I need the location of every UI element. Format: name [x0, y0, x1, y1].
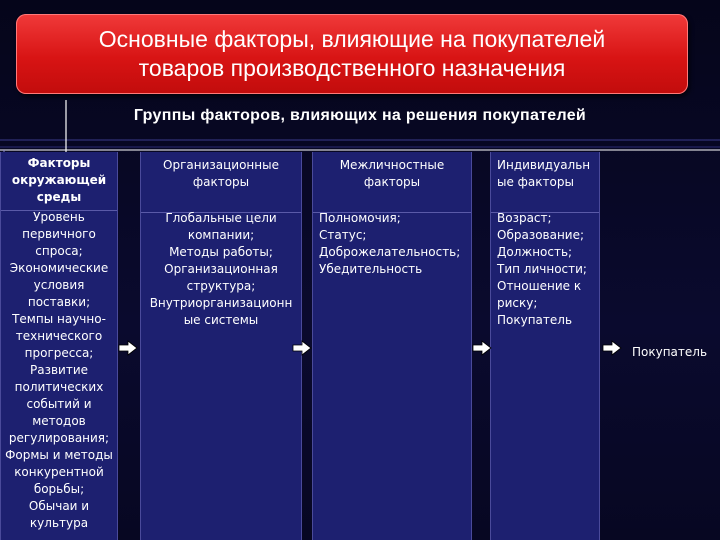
arrow-right-icon	[602, 340, 622, 356]
column-organizational-factors	[140, 152, 302, 540]
arrow-right-icon	[292, 340, 312, 356]
column-header-interpersonal: Межличностные факторы	[313, 152, 471, 213]
column-items-individual: Возраст; Образование; Должность; Тип личности; Отношение к риску; Покупатель	[497, 211, 587, 327]
column-items-environment: Уровень первичного спроса; Экономические условия поставки; Темпы научно- технического прогресса; Развитие политических событий и методов регулирования; Формы и методы конкурентной борьбы; Обычаи и культура	[5, 210, 113, 530]
column-header-environment: Факторы окружающей среды	[1, 152, 117, 211]
result-buyer-label: Покупатель	[632, 345, 708, 359]
title-line-2: товаров производственного назначения	[138, 55, 566, 81]
arrow-right-icon	[118, 340, 138, 356]
column-header-individual: Индивидуальн ые факторы	[491, 152, 599, 213]
column-environment-factors	[0, 152, 118, 540]
column-items-organizational: Глобальные цели компании; Методы работы; Организационная структура; Внутриорганизационн ые системы	[149, 211, 293, 327]
column-items-interpersonal: Полномочия; Статус; Доброжелательность; Убедительность	[319, 211, 461, 276]
title-banner	[16, 14, 688, 94]
column-interpersonal-factors	[312, 152, 472, 540]
section-subtitle: Группы факторов, влияющих на решения покупателей	[133, 107, 587, 124]
column-header-organizational: Организационные факторы	[141, 152, 301, 213]
title-line-1: Основные факторы, влияющие на покупателей	[98, 26, 606, 52]
column-individual-factors	[490, 152, 600, 540]
arrow-right-icon	[472, 340, 492, 356]
